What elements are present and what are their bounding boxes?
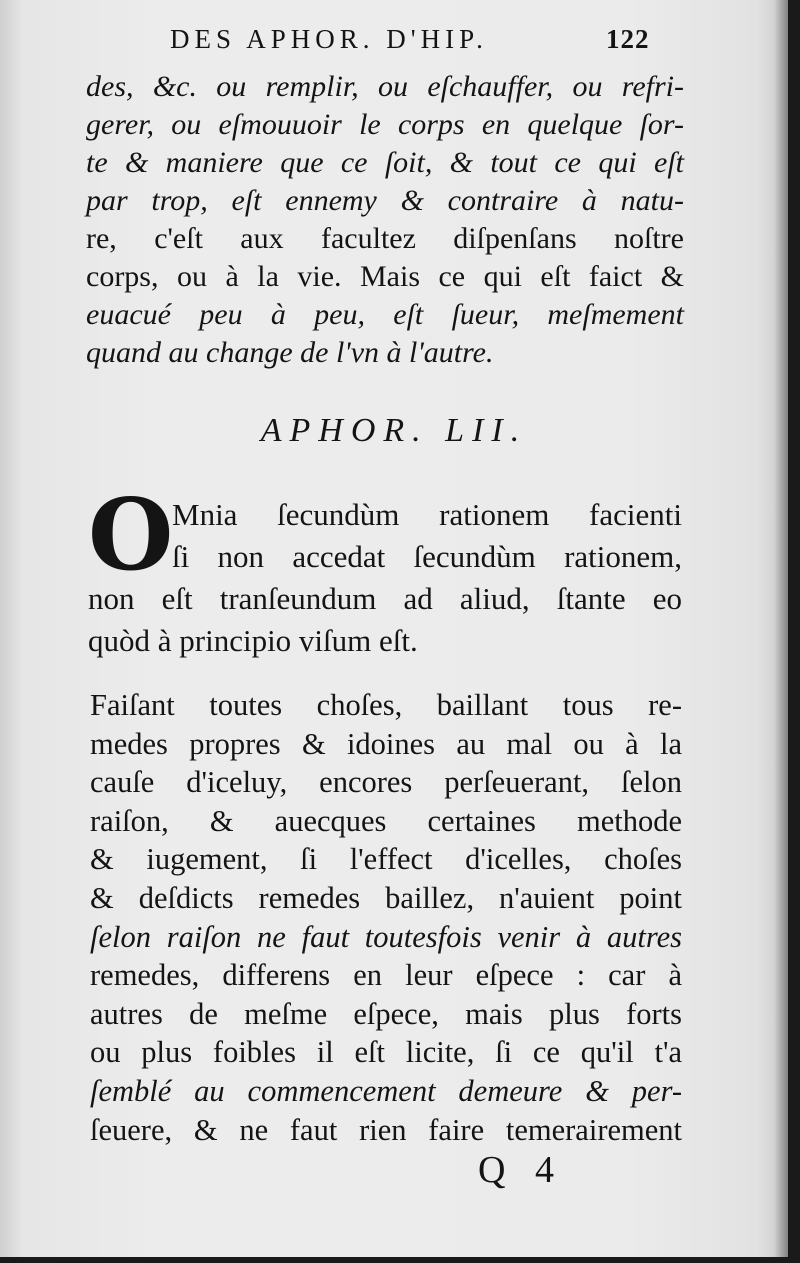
drop-cap: O xyxy=(88,478,174,593)
text-line: euacué peu à peu, eſt ſueur, meſmement xyxy=(86,298,684,331)
text-line: non eſt tranſeundum ad aliud, ſtante eo xyxy=(88,581,682,616)
text-line: cauſe d'iceluy, encores perſeuerant, ſelon xyxy=(90,765,682,800)
aphorism-heading: APHOR. LII. xyxy=(260,412,528,449)
preceding-commentary xyxy=(86,68,684,372)
text-line: quand au change de l'vn à l'autre. xyxy=(86,336,494,369)
text-line: ſemblé au commencement demeure & per- xyxy=(90,1073,682,1108)
text-line: & iugement, ſi l'effect d'icelles, choſes xyxy=(90,842,682,877)
text-line: raiſon, & auecques certaines methode xyxy=(90,803,682,838)
text-line: ſeuere, & ne faut rien faire temerairement xyxy=(90,1112,682,1147)
running-title: DES APHOR. D'HIP. xyxy=(170,24,488,54)
running-header xyxy=(170,24,660,55)
text-line: ſi non accedat ſecundùm rationem, xyxy=(172,539,682,574)
text-line: corps, ou à la vie. Mais ce qui eſt faict & xyxy=(86,260,684,293)
text-line: gerer, ou eſmouuoir le corps en quelque ſor- xyxy=(86,108,684,141)
text-line: par trop, eſt ennemy & contraire à natu- xyxy=(86,184,684,217)
text-line: re, c'eſt aux facultez diſpenſans noſtre xyxy=(86,222,684,255)
text-line: & deſdicts remedes baillez, n'auient point xyxy=(90,880,682,915)
text-line: medes propres & idoines au mal ou à la xyxy=(90,726,682,761)
text-line: remedes, differens en leur eſpece : car à xyxy=(90,958,682,993)
signature-mark: Q 4 xyxy=(478,1149,564,1191)
text-line: des, &c. ou remplir, ou eſchauffer, ou refri- xyxy=(86,70,684,103)
text-line: te & maniere que ce ſoit, & tout ce qui eſt xyxy=(86,146,684,179)
french-commentary xyxy=(90,686,682,1149)
text-line: ou plus foibles il eſt licite, ſi ce qu'il t'a xyxy=(90,1035,682,1070)
text-line: quòd à principio viſum eſt. xyxy=(88,623,418,658)
latin-aphorism xyxy=(88,478,682,662)
page-number: 122 xyxy=(606,24,650,54)
text-line: Mnia ſecundùm rationem facienti xyxy=(172,497,682,532)
text-line: autres de meſme eſpece, mais plus forts xyxy=(90,996,682,1031)
text-line: Faiſant toutes choſes, baillant tous re- xyxy=(90,688,682,722)
text-line: ſelon raiſon ne faut toutesfois venir à autres xyxy=(90,919,682,954)
page-edge-shadow xyxy=(774,0,788,1257)
